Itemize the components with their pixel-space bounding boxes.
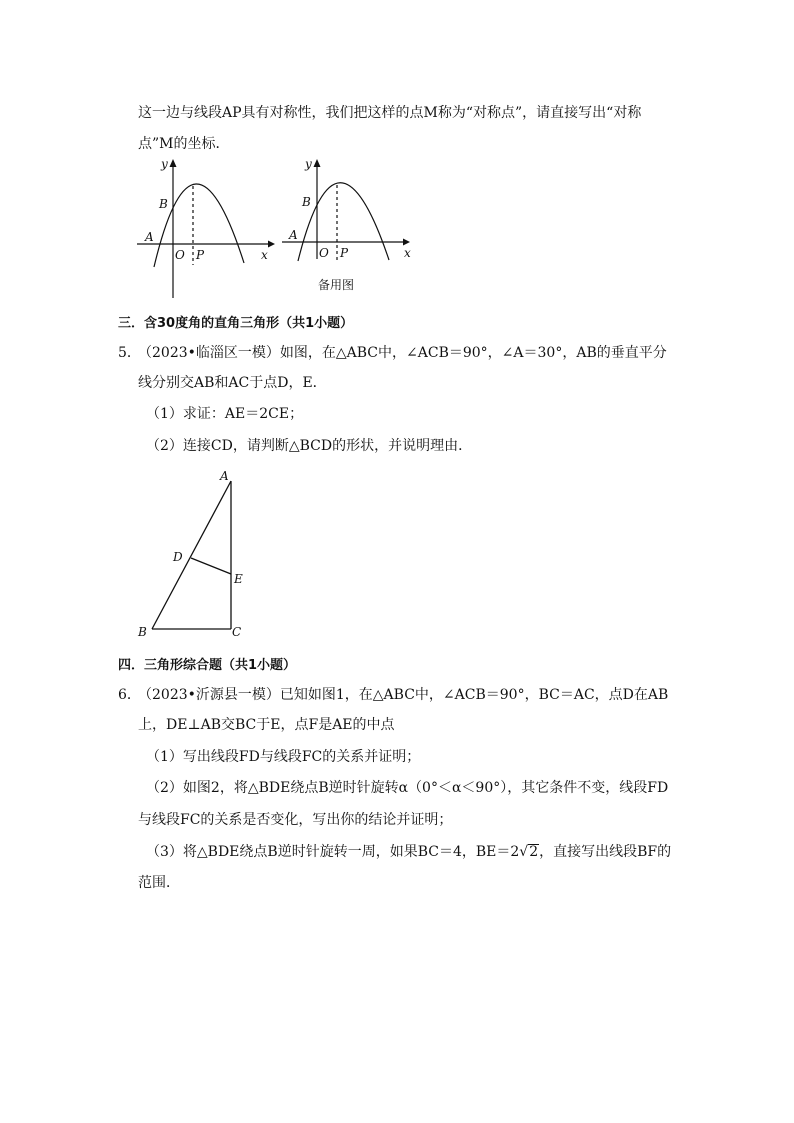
q6-part3-line2: 范围． bbox=[138, 875, 180, 891]
q6-number: 6． bbox=[118, 687, 141, 703]
label-E: E bbox=[234, 572, 243, 586]
q4-text-line1: 这一边与线段AP具有对称性，我们把这样的点M称为“对称点”，请直接写出“对称 bbox=[138, 105, 642, 121]
y-axis-arrow bbox=[314, 159, 321, 167]
sqrt-sign: √ bbox=[519, 844, 529, 860]
q6-part1: （1）写出线段FD与线段FC的关系并证明； bbox=[146, 749, 421, 765]
label-y: y bbox=[161, 157, 168, 171]
sqrt-radicand: 2 bbox=[529, 844, 539, 860]
q5-part1: （1）求证：AE＝2CE； bbox=[146, 406, 304, 422]
label-C: C bbox=[232, 625, 242, 639]
label-B: B bbox=[159, 197, 168, 211]
label-P: P bbox=[196, 248, 205, 262]
x-axis-arrow bbox=[403, 239, 410, 246]
q6-part3-post: ，直接写出线段BF的 bbox=[539, 844, 672, 860]
q5-part2: （2）连接CD，请判断△BCD的形状，并说明理由． bbox=[146, 438, 473, 454]
q4-text-line2: 点”M的坐标． bbox=[138, 136, 230, 152]
label-x: x bbox=[261, 248, 268, 262]
q5-text-line1: （2023•临淄区一模）如图，在△ABC中，∠ACB＝90°，∠A＝30°，AB的垂直平分 bbox=[138, 345, 667, 361]
label-B: B bbox=[302, 195, 311, 209]
label-y: y bbox=[305, 157, 312, 171]
q6-part2-line1: （2）如图2，将△BDE绕点B逆时针旋转α（0°＜α＜90°），其它条件不变，线段FD bbox=[146, 780, 669, 796]
q5-text-line2: 线分别交AB和AC于点D，E． bbox=[138, 375, 327, 391]
q6-part3-line1 bbox=[146, 842, 671, 862]
side-AB bbox=[152, 481, 231, 629]
backup-caption: 备用图 bbox=[318, 278, 355, 292]
y-axis-arrow bbox=[170, 159, 177, 167]
q6-part2-line2: 与线段FC的关系是否变化，写出你的结论并证明； bbox=[138, 812, 453, 828]
label-A: A bbox=[145, 230, 154, 244]
label-P: P bbox=[340, 246, 349, 260]
label-A: A bbox=[220, 469, 229, 483]
triangle-figure bbox=[135, 466, 265, 641]
parabola-graph-2 bbox=[280, 155, 420, 300]
label-B: B bbox=[138, 625, 147, 639]
q6-text-line2: 上，DE⊥AB交BC于E，点F是AE的中点 bbox=[138, 717, 395, 733]
parabola-graph-1 bbox=[135, 155, 275, 300]
section-3-heading: 三．含30度角的直角三角形（共1小题） bbox=[118, 316, 354, 331]
label-O: O bbox=[175, 248, 185, 262]
label-O: O bbox=[319, 246, 329, 260]
q6-text-line1: （2023•沂源县一模）已知如图1，在△ABC中，∠ACB＝90°，BC＝AC，点D在AB bbox=[138, 687, 669, 703]
section-4-heading: 四．三角形综合题（共1小题） bbox=[118, 658, 297, 673]
x-axis-arrow bbox=[268, 241, 275, 248]
label-x: x bbox=[404, 246, 411, 260]
label-A: A bbox=[289, 228, 298, 242]
q6-part3-pre: （3）将△BDE绕点B逆时针旋转一周，如果BC＝4，BE＝2 bbox=[146, 844, 520, 860]
segment-DE bbox=[191, 558, 231, 574]
label-D: D bbox=[173, 550, 183, 564]
q5-number: 5． bbox=[118, 345, 141, 361]
